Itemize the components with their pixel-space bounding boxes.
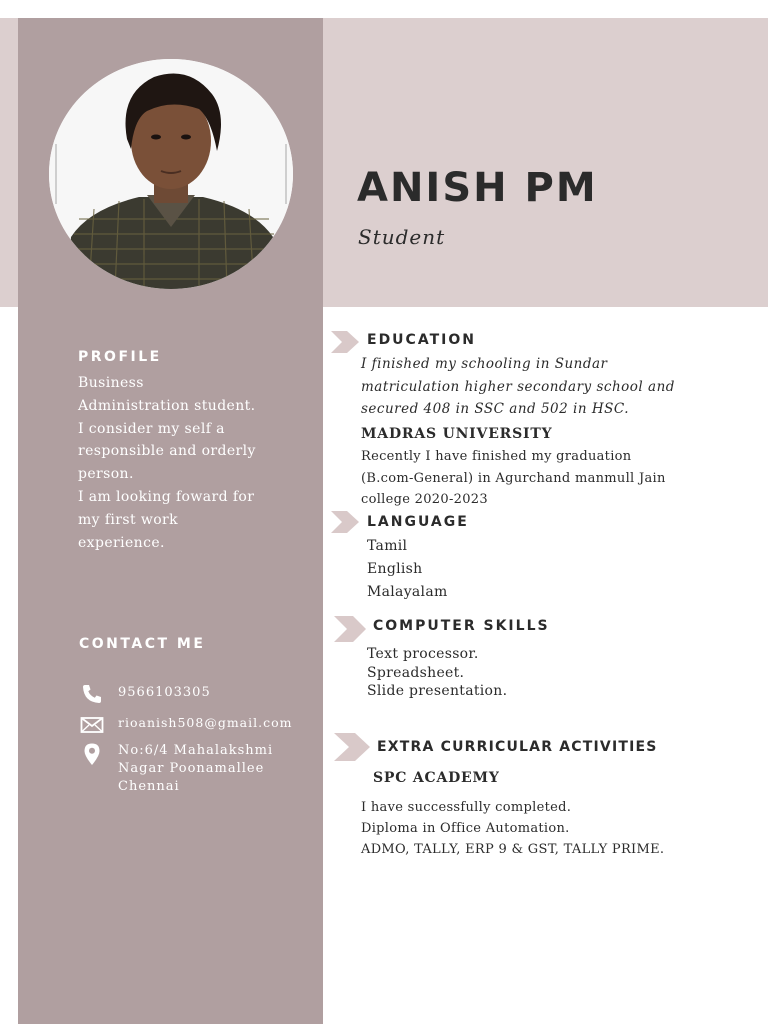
profile-line: I am looking foward for	[78, 488, 255, 505]
address-line: Nagar Poonamallee	[118, 761, 265, 776]
person-name: ANISH PM	[357, 165, 598, 211]
profile-line: responsible and orderly	[78, 443, 256, 460]
phone-number[interactable]: 9566103305	[118, 685, 211, 700]
education-line: I finished my schooling in Sundar	[361, 356, 608, 372]
education-line: secured 408 in SSC and 502 in HSC.	[361, 401, 629, 417]
education-university-text	[361, 446, 666, 511]
profile-photo	[49, 59, 293, 289]
skill-item: Spreadsheet.	[367, 664, 465, 681]
computer-skills-list	[367, 645, 507, 701]
skill-item: Text processor.	[367, 646, 479, 662]
address	[118, 742, 273, 796]
contact-heading: CONTACT ME	[79, 636, 206, 652]
extra-line: ADMO, TALLY, ERP 9 & GST, TALLY PRIME.	[361, 842, 665, 857]
language-heading: LANGUAGE	[367, 514, 469, 530]
extra-curricular-heading: EXTRA CURRICULAR ACTIVITIES	[377, 739, 658, 755]
university-name: MADRAS UNIVERSITY	[361, 426, 553, 442]
avatar	[49, 59, 293, 289]
profile-description	[78, 372, 293, 554]
education-heading: EDUCATION	[367, 332, 476, 348]
phone-icon	[80, 682, 104, 706]
language-item: Malayalam	[367, 584, 448, 600]
profile-line: person.	[78, 466, 134, 483]
contact-email-row	[80, 713, 292, 737]
mail-icon	[80, 713, 104, 737]
location-pin-icon	[80, 742, 104, 766]
language-item: Tamil	[367, 538, 408, 554]
extra-line: Diploma in Office Automation.	[361, 821, 570, 836]
extra-line: I have successfully completed.	[361, 800, 572, 815]
skill-item: Slide presentation.	[367, 683, 508, 699]
extra-curricular-text	[361, 797, 664, 860]
education-line: Recently I have finished my graduation	[361, 449, 632, 464]
computer-skills-heading: COMPUTER SKILLS	[373, 618, 550, 634]
contact-phone-row	[80, 682, 211, 706]
profile-heading: PROFILE	[78, 349, 162, 365]
education-line: matriculation higher secondary school and	[361, 378, 675, 395]
profile-line: experience.	[78, 534, 165, 551]
profile-line: Administration student.	[78, 397, 256, 414]
language-item: English	[367, 561, 423, 577]
spc-academy-heading: SPC ACADEMY	[373, 770, 500, 786]
profile-line: Business	[78, 375, 144, 391]
profile-line: my first work	[78, 511, 179, 528]
email-address[interactable]: rioanish508@gmail.com	[118, 715, 293, 730]
chevron-arrow-icon	[334, 616, 366, 642]
education-line: college 2020-2023	[361, 492, 488, 507]
education-school-text	[361, 353, 675, 421]
contact-address-row	[80, 742, 273, 796]
address-line: No:6/4 Mahalakshmi	[118, 743, 274, 758]
chevron-arrow-icon	[331, 331, 359, 353]
language-list	[367, 535, 448, 604]
chevron-arrow-icon	[334, 733, 370, 761]
profile-line: I consider my self a	[78, 420, 225, 437]
address-line: Chennai	[118, 779, 180, 794]
chevron-arrow-icon	[331, 511, 359, 533]
education-line: (B.com-General) in Agurchand manmull Jain	[361, 470, 666, 486]
person-title: Student	[358, 225, 446, 249]
